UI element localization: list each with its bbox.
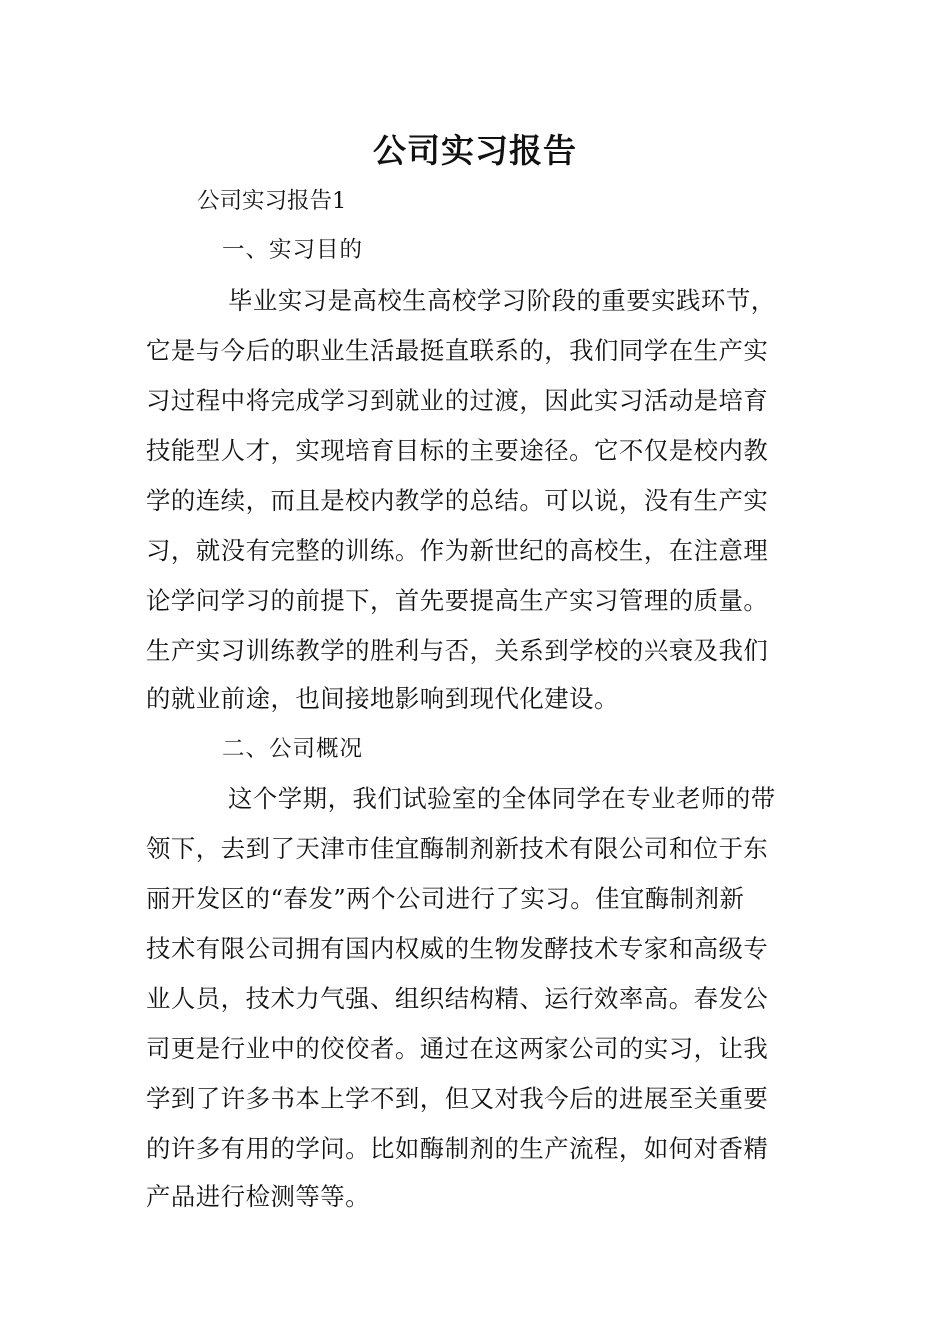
paragraph-line: 产品进行检测等等。 [146, 1182, 371, 1211]
paragraph-line: 领下，去到了天津市佳宜酶制剂新技术有限公司和位于东 [146, 834, 769, 863]
paragraph-line: 学的连续，而且是校内教学的总结。可以说，没有生产实 [146, 486, 769, 515]
paragraph-line: 习，就没有完整的训练。作为新世纪的高校生，在注意理 [146, 536, 769, 565]
paragraph-line: 这个学期，我们试验室的全体同学在专业老师的带 [228, 784, 776, 813]
paragraph-line: 的就业前途，也间接地影响到现代化建设。 [146, 684, 619, 713]
paragraph-line: 技能型人才，实现培育目标的主要途径。它不仅是校内教 [146, 436, 769, 465]
section-heading-purpose: 一、实习目的 [222, 237, 364, 263]
paragraph-line: 学到了许多书本上学不到，但又对我今后的进展至关重要 [146, 1084, 769, 1113]
paragraph-line: 技术有限公司拥有国内权威的生物发酵技术专家和高级专 [146, 934, 769, 963]
paragraph-line: 的许多有用的学问。比如酶制剂的生产流程，如何对香精 [146, 1134, 769, 1163]
paragraph-line: 生产实习训练教学的胜利与否，关系到学校的兴衰及我们 [146, 636, 769, 665]
section-heading-overview: 二、公司概况 [222, 736, 364, 762]
paragraph-line: 它是与今后的职业生活最挺直联系的，我们同学在生产实 [146, 336, 769, 365]
document-subtitle: 公司实习报告1 [197, 188, 347, 214]
paragraph-line: 习过程中将完成学习到就业的过渡，因此实习活动是培育 [146, 386, 769, 415]
paragraph-line: 论学问学习的前提下，首先要提高生产实习管理的质量。 [146, 586, 769, 615]
paragraph-line: 毕业实习是高校生高校学习阶段的重要实践环节， [228, 286, 776, 315]
document-title: 公司实习报告 [373, 131, 577, 170]
paragraph-line: 业人员，技术力气强、组织结构精、运行效率高。春发公 [146, 984, 769, 1013]
paragraph-line: 司更是行业中的佼佼者。通过在这两家公司的实习，让我 [146, 1034, 769, 1063]
paragraph-line: 丽开发区的“春发”两个公司进行了实习。佳宜酶制剂新 [146, 884, 745, 913]
